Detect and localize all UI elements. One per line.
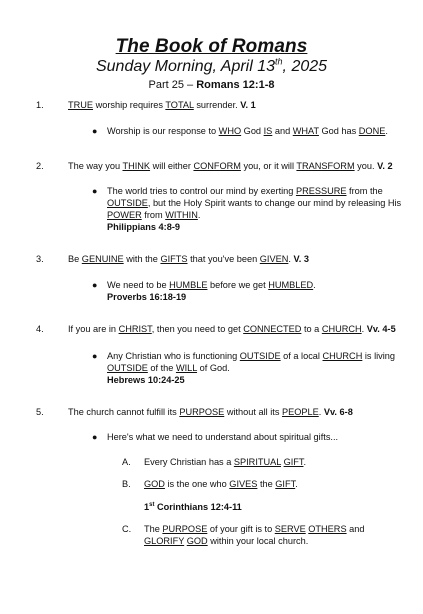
sub-letter: B. bbox=[122, 479, 131, 489]
point-text: The way you THINK will either CONFORM you, or it will TRANSFORM you. V. 2 bbox=[68, 161, 393, 171]
verse-ref: V. 1 bbox=[240, 100, 256, 110]
point-number: 5. bbox=[36, 407, 44, 417]
subtitle-date: Sunday Morning, April 13 bbox=[95, 58, 276, 75]
point-text: TRUE worship requires TOTAL surrender. V. 1 bbox=[68, 100, 256, 110]
scripture-ref: Hebrews 10:24-25 bbox=[107, 375, 185, 385]
bullet-icon: ● bbox=[92, 351, 98, 361]
sub-letter: C. bbox=[122, 524, 132, 534]
scripture-ref: Proverbs 16:18-19 bbox=[107, 292, 187, 302]
bullet-icon: ● bbox=[92, 126, 98, 136]
bullet-icon: ● bbox=[92, 280, 98, 290]
point-text: If you are in CHRIST, then you need to get CONNECTED to a CHURCH. Vv. 4-5 bbox=[68, 324, 396, 334]
point-number: 2. bbox=[36, 161, 44, 171]
point-number: 3. bbox=[36, 254, 44, 264]
point-text: The church cannot fulfill its PURPOSE without all its PEOPLE. Vv. 6-8 bbox=[68, 407, 353, 417]
verse-ref: V. 3 bbox=[293, 254, 309, 264]
document-page: The Book of Romans Sunday Morning, April 13th, 2025 Part 25 – Romans 12:1-8 1. TRUE worship requires TOTAL surrender. V. 1 ● Worship is our response to WHO God IS and WHAT God has DONE. 2. The way you THINK will either CONFORM you, or it will TRANSFORM you. V. 2 ● The world tries to control our mind by exerting PRESSURE from the OUTSIDE, but the Holy Spirit wants to change our mind by releasing His POWER from WITHIN. Philippians 4:8-9 3. Be GENUINE with the GIFTS that you've been GIVEN. V. 3 ● We need to be HUMBLE before we get HUMBLED. Proverbs 16:18-19 4. If you are in CHRIST, then you need to get CONNECTED to a CHURCH. Vv. 4-5 ● Any Christian who is functioning OUTSIDE of a local CHURCH is living OUTSIDE of the WILL of God. Hebrews 10:24-25 5. The church cannot fulfill its PURPOSE without all its PEOPLE. Vv. 6-8 ● Here's what we need to understand about spiritual gifts... A. Every Christian has a SPIRITUAL GIFT. B. GOD is the one who GIVES the GIFT. 1st Corinthians 12:4-11 C. The PURPOSE of your gift is to SERVE OTHERS and GLORIFY GOD within your local church. bbox=[0, 0, 423, 614]
bullet-icon: ● bbox=[92, 432, 98, 442]
document-title: The Book of Romans bbox=[115, 36, 308, 57]
subtitle-year: , 2025 bbox=[282, 58, 328, 75]
subtitle-date-suffix: th bbox=[275, 56, 283, 67]
part-line bbox=[0, 79, 423, 91]
point-number: 1. bbox=[36, 100, 44, 110]
point-text: Be GENUINE with the GIFTS that you've been GIVEN. V. 3 bbox=[68, 254, 309, 264]
blank-answer: TOTAL bbox=[165, 100, 194, 110]
blank-answer: TRUE bbox=[68, 100, 94, 110]
document-subtitle bbox=[0, 58, 423, 76]
verse-ref: Vv. 4-5 bbox=[366, 324, 396, 334]
bullet-icon: ● bbox=[92, 186, 98, 196]
verse-ref: V. 2 bbox=[377, 161, 393, 171]
point-number: 4. bbox=[36, 324, 44, 334]
sub-letter: A. bbox=[122, 457, 131, 467]
scripture-ref: Philippians 4:8-9 bbox=[107, 222, 181, 232]
scripture-ref: 1st Corinthians 12:4-11 bbox=[144, 501, 242, 512]
verse-ref: Vv. 6-8 bbox=[323, 407, 353, 417]
part-number: Part 25 – bbox=[148, 79, 197, 91]
part-scripture-ref: Romans 12:1-8 bbox=[196, 79, 275, 91]
